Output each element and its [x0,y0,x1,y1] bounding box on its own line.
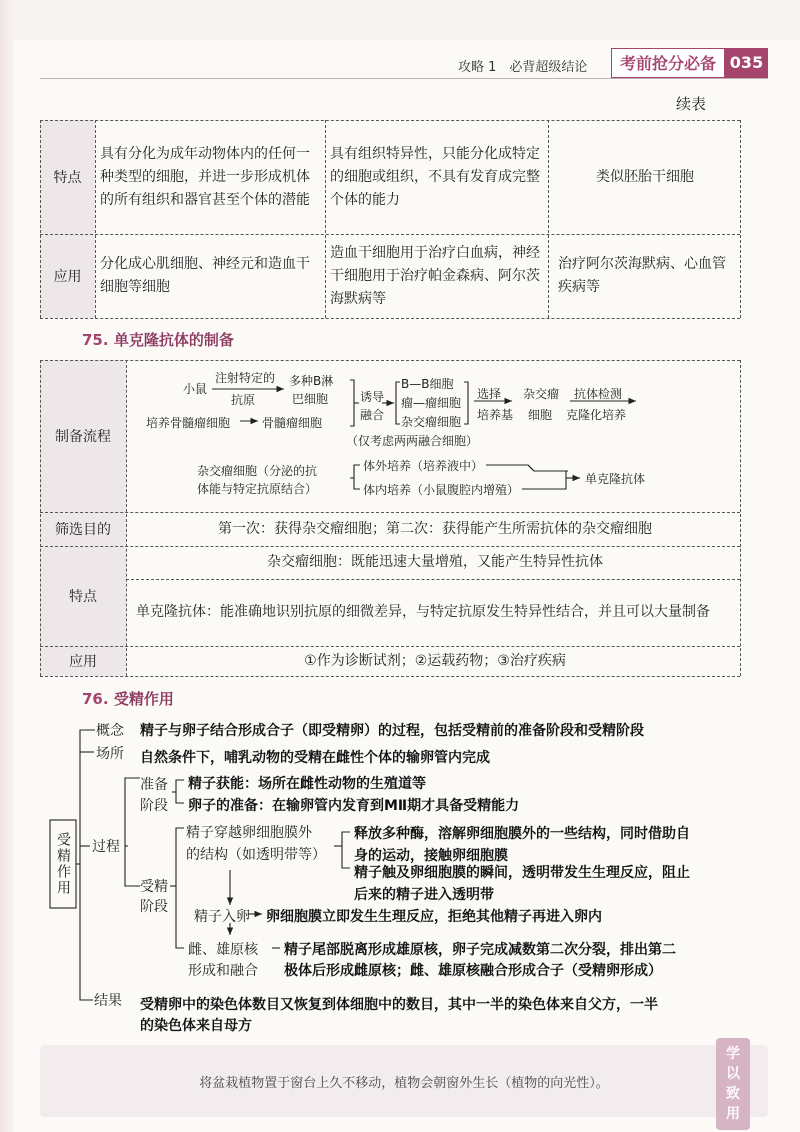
membrane-reaction: 卵细胞膜立即发生生理反应，拒绝其他精子再进入卵内 [266,909,602,925]
result-text-2: 的染色体来自母方 [140,1018,252,1034]
side-tab [716,1038,750,1130]
pass-membrane: 精子穿越卵细胞膜外 [186,825,312,841]
process-label: 过程 [92,839,120,855]
flow-secrete-2: 体能与特定抗原结合） [197,482,318,496]
row-label-screening: 筛选目的 [40,512,126,546]
place-text: 自然条件下，哺乳动物的受精在雌性个体的输卵管内完成 [140,750,490,766]
release-enzymes-2: 身的运动，接触卵细胞膜 [354,848,508,864]
zona-reaction-2: 后来的精子进入透明带 [354,887,494,903]
flow-inject: 注射特定的 [215,371,276,385]
flow-result: 单克隆抗体 [585,472,646,486]
tree-root-label: 受精作用 [55,832,71,896]
prep-sperm: 精子获能：场所在雌性动物的生殖道等 [188,776,426,792]
flow-clone-culture: 克隆化培养 [566,408,627,422]
release-enzymes: 释放多种酶，溶解卵细胞膜外的一些结构，同时借助自 [354,826,690,842]
footer-tip-text: 将盆栽植物置于窗台上久不移动，植物会朝窗外生长（植物的向光性）。 [199,1076,609,1091]
page-number: 035 [725,48,768,78]
row-label-features: 特点 [40,546,126,646]
table-cell: 治疗阿尔茨海默病、心血管疾病等 [558,256,726,295]
table-cell: 分化成心肌细胞、神经元和造血干细胞等细胞 [100,256,310,295]
place-label: 场所 [96,746,124,762]
flow-medium: 培养基 [477,408,514,422]
side-tab-char: 致 [726,1086,740,1102]
flow-secrete: 杂交瘤细胞（分泌的抗 [197,464,318,478]
table-cell: 类似胚胎干细胞 [596,168,694,185]
flow-bb-cell: B—B细胞 [401,377,454,391]
antibody-feature: 单克隆抗体：能准确地识别抗原的细微差异，与特定抗原发生特异性结合，并且可以大量制备 [136,603,710,620]
screening-text: 第一次：获得杂交瘤细胞；第二次：获得能产生所需抗体的杂交瘤细胞 [218,520,652,537]
flow-hybridoma-cell-2: 细胞 [528,408,553,422]
pronucleus-text-2: 极体后形成雌原核；雌、雄原核融合形成合子（受精卵形成） [284,963,662,979]
flow-antigen: 抗原 [231,393,256,407]
pronucleus-label: 雌、雄原核 [188,942,258,958]
flow-in-vitro: 体外培养（培养液中） [360,457,486,474]
flow-induce: 诱导 [360,390,385,404]
hybridoma-feature: 杂交瘤细胞：既能迅速大量增殖，又能产生特异性抗体 [267,553,603,570]
section-75-title: 75. 单克隆抗体的制备 [82,331,234,349]
fert-stage-label-2: 阶段 [140,899,168,915]
prep-stage-label: 准备 [140,777,168,793]
zona-reaction: 精子触及卵细胞膜的瞬间，透明带发生生理反应，阻止 [354,865,690,881]
table-cell: 具有组织特异性，只能分化成特定的细胞或组织，不具有发育成完整个体的能力 [330,145,540,208]
header-section: 攻略 1 必背超级结论 [458,60,588,75]
section-76-title: 76. 受精作用 [82,690,174,708]
side-tab-char: 学 [726,1046,740,1062]
tree-root [50,820,76,908]
row-label-applications: 应用 [40,234,95,318]
flow-bcell: 多种B淋 [289,374,334,388]
result-text: 受精卵中的染色体数目又恢复到体细胞中的数目，其中一半的染色体来自父方，一半 [140,997,658,1013]
flow-myeloma: 骨髓瘤细胞 [262,416,323,430]
flow-hybridoma: 杂交瘤细胞 [401,415,462,429]
sperm-enters: 精子入卵 [194,909,250,925]
applications-text: ①作为诊断试剂；②运载药物；③治疗疾病 [304,652,566,669]
row-label-process: 制备流程 [40,360,126,512]
flow-select: 选择 [477,387,502,401]
pass-membrane-2: 的结构（如透明带等） [186,847,326,863]
flow-tumor-tumor: 瘤—瘤细胞 [401,396,462,410]
flow-note: （仅考虑两两融合细胞） [346,434,479,448]
pronucleus-label-2: 形成和融合 [188,963,258,979]
prep-egg: 卵子的准备：在输卵管内发育到MⅡ期才具备受精能力 [188,798,520,814]
flow-hybridoma-cell: 杂交瘤 [523,387,560,401]
continued-label: 续表 [676,95,707,113]
flow-myeloma-culture: 培养骨髓瘤细胞 [146,416,231,430]
flow-fuse: 融合 [360,408,385,422]
footer-tip-box [40,1045,768,1117]
flow-mouse: 小鼠 [183,382,208,396]
concept-text: 精子与卵子结合形成合子（即受精卵）的过程，包括受精前的准备阶段和受精阶段 [140,723,644,739]
result-label: 结果 [94,993,122,1009]
concept-label: 概念 [96,723,124,739]
pronucleus-text: 精子尾部脱离形成雄原核，卵子完成减数第二次分裂，排出第二 [284,942,676,958]
flow-antibody-detect: 抗体检测 [574,387,623,401]
row-label-applications: 应用 [40,646,126,676]
table-cell: 具有分化为成年动物体内的任何一种类型的细胞，并进一步形成机体的所有组织和器官甚至个体的潜能 [100,145,310,208]
flow-in-vivo: 体内培养（小鼠腹腔内增殖） [360,481,522,498]
side-tab-char: 用 [726,1106,740,1122]
flow-bcell-2: 巴细胞 [292,392,329,406]
table-cell: 造血干细胞用于治疗白血病，神经干细胞用于治疗帕金森病、阿尔茨海默病等 [330,244,540,307]
fert-stage-label: 受精 [140,879,168,895]
side-tab-char: 以 [726,1066,740,1082]
row-label-features: 特点 [40,120,95,234]
prep-stage-label-2: 阶段 [140,798,168,814]
header-badge: 考前抢分必备 [611,48,725,78]
